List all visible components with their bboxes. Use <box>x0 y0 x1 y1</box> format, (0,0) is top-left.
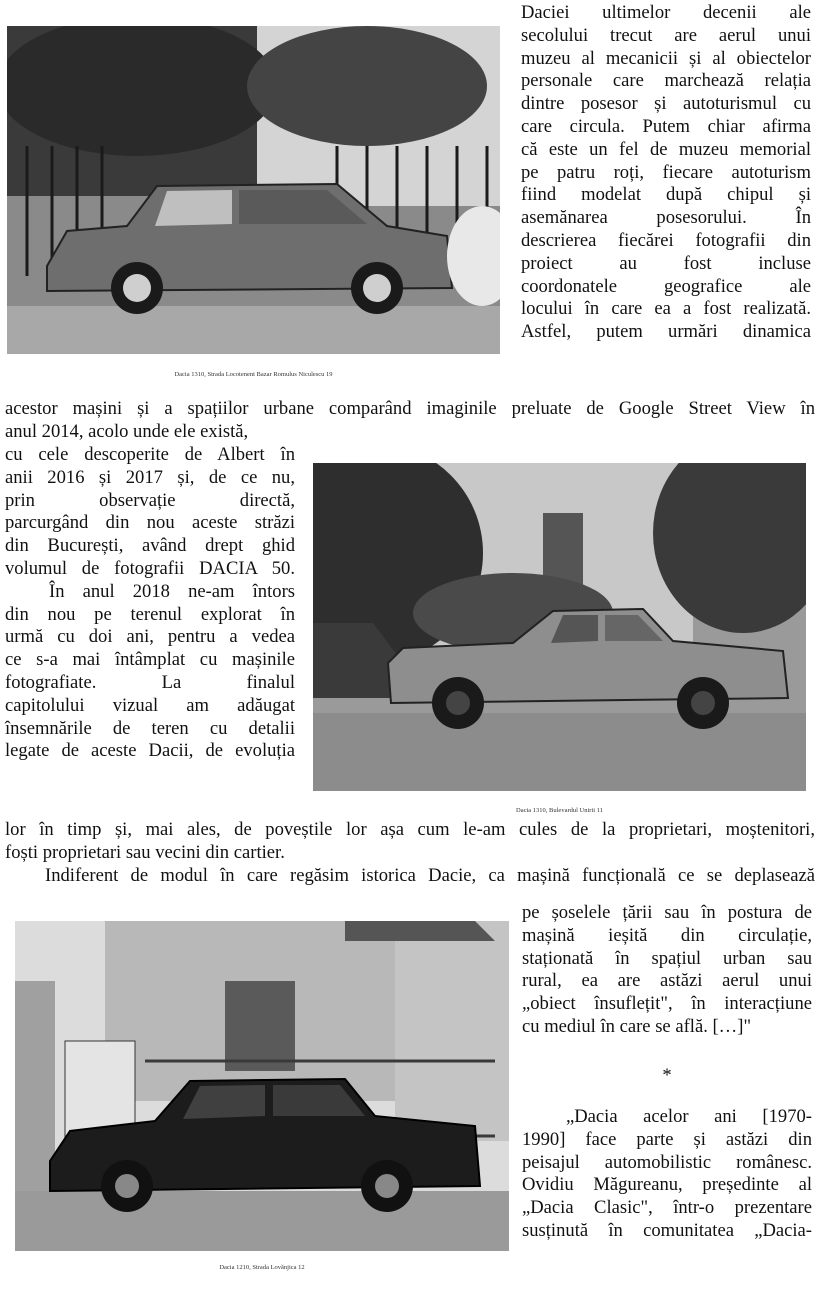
text-line: peisajul automobilistic românesc. <box>522 1151 812 1173</box>
text-line: legate de aceste Dacii, de evoluția <box>5 740 295 762</box>
text-line: dintre posesor și autoturismul cu <box>521 93 811 115</box>
paragraph-block-3 <box>522 902 812 1039</box>
text-line: Indiferent de modul în care regăsim istorica Dacie, ca mașină funcțională ce se deplasează <box>45 864 815 886</box>
text-line: proiect au fost incluse <box>521 252 811 274</box>
paragraph-block-1 <box>521 2 811 344</box>
text-line: anul 2014, acolo unde ele există, <box>5 420 249 442</box>
text-line: capitolului vizual am adăugat <box>5 694 295 716</box>
text-line: descrierea fiecărei fotografii din <box>521 229 811 251</box>
text-line: din București, având drept ghid <box>5 535 295 557</box>
text-line: 1990] face parte și astăzi din <box>522 1128 812 1150</box>
text-line: susținută în comunitatea „Dacia- <box>522 1219 812 1241</box>
text-line: locului în care ea a fost realizată. <box>521 298 811 320</box>
text-line: mașină ieșită din circulație, <box>522 924 812 946</box>
text-line: fiind modelat după chipul și <box>521 184 811 206</box>
text-line: cu cele descoperite de Albert în <box>5 444 295 465</box>
photo-caption: Dacia 1310, Strada Locotenent Bazar Romulus Niculescu 19 <box>174 371 333 378</box>
text-line: În anul 2018 ne-am întors <box>49 580 295 602</box>
paragraph-block-2 <box>5 444 295 763</box>
photo-dacia-1310-bulevardul-unirii <box>313 463 806 791</box>
paragraph-block-4 <box>522 1106 812 1243</box>
text-line: care circula. Putem chiar afirma <box>521 115 811 137</box>
paragraph-full-1 <box>5 344 815 444</box>
paragraph-full-2 <box>5 819 815 887</box>
text-line: pe șoselele țării sau în postura de <box>522 902 812 923</box>
photo-dacia-1310-romulus-niculescu <box>7 26 500 354</box>
text-line: urmă cu doi ani, pentru a vedea <box>5 626 295 648</box>
text-line: că este un fel de muzeu memorial <box>521 138 811 160</box>
text-line: ce s-a mai întâmplat cu mașinile <box>5 649 295 671</box>
text-line: secolului trecut are aerul unui <box>521 24 811 46</box>
text-line: „obiect însuflețit", în interacțiune <box>522 993 812 1015</box>
text-line: fotografiate. La finalul <box>5 671 295 693</box>
text-line: prin observație directă, <box>5 489 295 511</box>
text-line: lor în timp și, mai ales, de poveștile lor așa cum le-am cules de la proprietari, moștenitori, <box>5 819 815 840</box>
photo-caption: Dacia 1210, Strada Lovănjica 12 <box>219 1264 305 1271</box>
text-line: Astfel, putem urmări dinamica <box>521 321 811 343</box>
text-line: Ovidiu Măgureanu, președinte al <box>522 1174 812 1196</box>
text-line: cu mediul în care se află. […]" <box>522 1015 752 1037</box>
text-line: coordonatele geografice ale <box>521 275 811 297</box>
text-line: muzeu al mecanicii și al obiectelor <box>521 47 811 69</box>
text-line: „Dacia acelor ani [1970- <box>566 1106 812 1127</box>
text-line: anii 2016 și 2017 și, de ce nu, <box>5 466 295 488</box>
text-line: staționată în spațiul urban sau <box>522 947 812 969</box>
text-line: pe patru roți, fiecare autoturism <box>521 161 811 183</box>
text-line: rural, ea are astăzi aerul unui <box>522 970 812 992</box>
section-separator-asterisk: * <box>662 1065 672 1086</box>
text-line: din nou pe terenul explorat în <box>5 603 295 625</box>
text-line: foști proprietari sau vecini din cartier. <box>5 841 285 863</box>
text-line: personale care marchează relația <box>521 70 811 92</box>
text-line: asemănarea posesorului. În <box>521 207 811 229</box>
text-line: parcurgând din nou aceste străzi <box>5 512 295 534</box>
text-line: însemnările de teren cu detalii <box>5 717 295 739</box>
text-line: volumul de fotografii DACIA 50. <box>5 557 295 579</box>
photo-caption: Dacia 1310, Bulevardul Unirii 11 <box>516 807 603 814</box>
photo-dacia-1210-lovanjica <box>15 921 509 1251</box>
text-line: Daciei ultimelor decenii ale <box>521 2 811 23</box>
text-line: „Dacia Clasic", într-o prezentare <box>522 1197 812 1219</box>
text-line: acestor mașini și a spațiilor urbane comparând imaginile preluate de Google Street View în <box>5 398 815 419</box>
